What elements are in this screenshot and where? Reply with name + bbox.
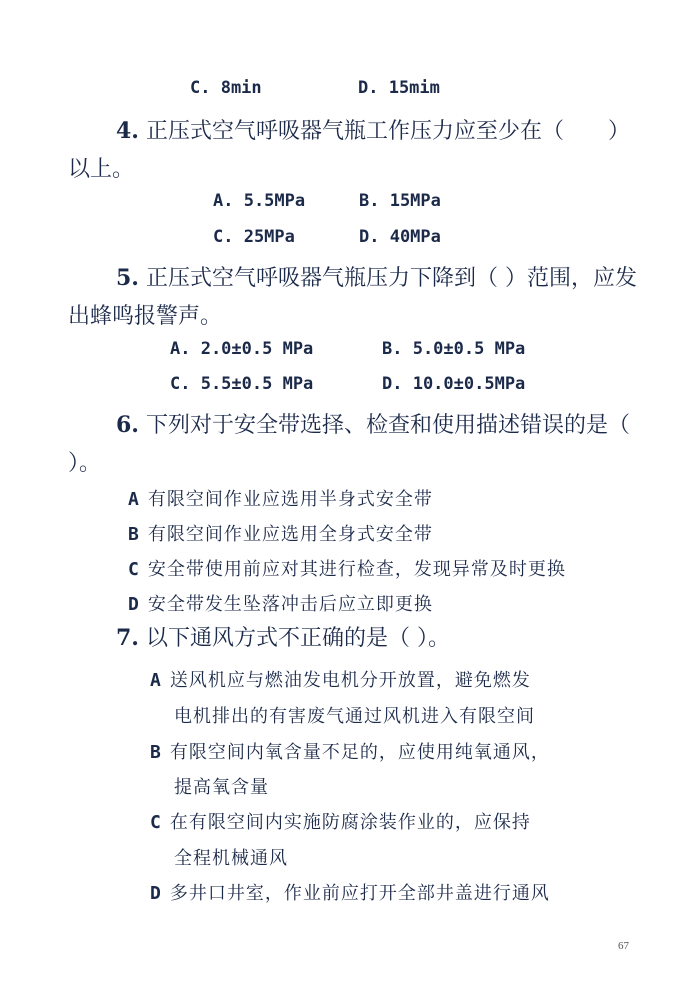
q7-option-a-letter: A [150,670,162,691]
q7-option-a [150,666,531,692]
q7-option-c [150,808,531,834]
q6-option-a-text: 有限空间作业应选用半身式安全带 [147,489,433,510]
q7-option-d-line1: 多井口井室，作业前应打开全部井盖进行通风 [169,883,550,904]
q6-option-c-letter: C [128,559,140,580]
q6-option-c-text: 安全带使用前应对其进行检查，发现异常及时更换 [147,559,566,580]
q6-option-a-letter: A [128,489,140,510]
question-5-text: 正压式空气呼吸器气瓶压力下降到（ ）范围，应发出蜂鸣报警声。 [68,266,637,329]
q6-option-d-text: 安全带发生坠落冲击后应立即更换 [147,594,433,615]
question-6-number: 6. [116,412,139,438]
q7-option-d [150,879,550,905]
q4-option-a: A. 5.5MPa [213,191,306,211]
q4-option-d: D. 40MPa [359,227,441,247]
q3-option-d: D. 15mim [358,78,440,98]
q5-option-d: D. 10.0±0.5MPa [382,374,526,394]
question-5-number: 5. [116,265,139,291]
q4-option-c: C. 25MPa [213,227,295,247]
q7-option-c-cont [174,844,288,870]
q7-option-a-line1: 送风机应与燃油发电机分开放置，避免燃发 [169,670,531,691]
q7-option-a-line2: 电机排出的有害废气通过风机进入有限空间 [174,706,535,727]
q7-option-b-cont [174,773,269,799]
q6-option-b [128,520,433,546]
q7-option-b-line1: 有限空间内氧含量不足的，应使用纯氧通风， [169,742,550,763]
question-6 [68,406,648,483]
q7-option-a-cont [174,702,535,728]
q7-option-b-line2: 提高氧含量 [174,777,269,798]
page-number: 67 [618,940,629,952]
q3-option-c: C. 8min [190,78,262,98]
question-4-text: 正压式空气呼吸器气瓶工作压力应至少在（ ）以上。 [68,119,630,182]
question-5 [68,259,648,336]
question-7-number: 7. [116,625,139,651]
q4-option-b: B. 15MPa [359,191,441,211]
q6-option-d-letter: D [128,594,140,615]
q6-option-b-text: 有限空间作业应选用全身式安全带 [147,524,433,545]
q6-option-b-letter: B [128,524,140,545]
q6-option-d [128,590,433,616]
q7-option-c-line2: 全程机械通风 [174,848,288,869]
question-7 [68,619,648,658]
q7-option-b [150,738,550,764]
q7-option-c-letter: C [150,812,162,833]
q7-option-d-letter: D [150,883,162,904]
q7-option-b-letter: B [150,742,162,763]
q6-option-c [128,555,566,581]
q5-option-c: C. 5.5±0.5 MPa [170,374,314,394]
question-4 [68,112,648,189]
question-7-text: 以下通风方式不正确的是（ ）。 [145,626,450,651]
question-4-number: 4. [116,118,139,144]
q5-option-b: B. 5.0±0.5 MPa [382,339,526,359]
q5-option-a: A. 2.0±0.5 MPa [170,339,314,359]
q6-option-a [128,485,433,511]
q7-option-c-line1: 在有限空间内实施防腐涂装作业的，应保持 [169,812,531,833]
question-6-text: 下列对于安全带选择、检查和使用描述错误的是（ ）。 [68,413,630,476]
